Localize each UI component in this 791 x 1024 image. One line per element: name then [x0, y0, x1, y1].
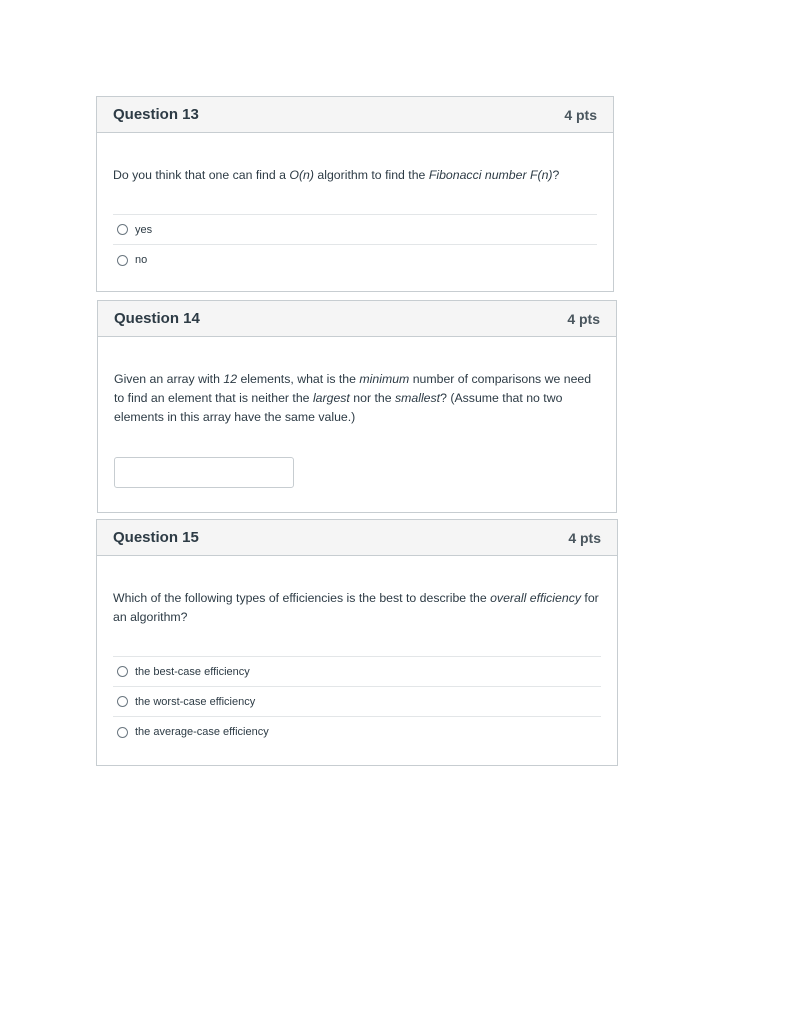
answer-list [113, 656, 601, 747]
question-title: Question 15 [113, 529, 199, 546]
answer-label[interactable]: yes [135, 223, 153, 236]
text-emphasis: 12 [223, 372, 238, 386]
radio-button[interactable] [117, 696, 128, 707]
text-emphasis: Fibonacci number F(n) [428, 168, 553, 182]
answer-option-no[interactable] [113, 245, 597, 275]
question-header [97, 520, 617, 556]
question-points: 4 pts [568, 529, 601, 546]
radio-button[interactable] [117, 224, 128, 235]
answer-option-worst-case[interactable] [113, 687, 601, 717]
question-title: Question 13 [113, 106, 199, 123]
answer-label[interactable]: no [135, 254, 148, 266]
answer-label[interactable]: the worst-case efficiency [135, 695, 256, 708]
radio-button[interactable] [117, 255, 128, 266]
text-emphasis: O(n) [289, 168, 314, 182]
question-header [98, 301, 616, 337]
radio-button[interactable] [117, 727, 128, 738]
answer-label[interactable]: the average-case efficiency [135, 726, 269, 738]
text-segment: elements, what is the [237, 372, 360, 386]
question-points: 4 pts [564, 106, 597, 123]
answer-label[interactable]: the best-case efficiency [135, 665, 250, 678]
question-15-card [96, 519, 618, 766]
question-body [98, 370, 616, 488]
text-segment: ? (Assume that no two elements in this array have the same value.) [114, 391, 563, 424]
text-segment: ? [552, 168, 560, 182]
question-points: 4 pts [567, 310, 600, 327]
text-segment: for an algorithm? [113, 591, 599, 624]
question-body [97, 589, 617, 747]
answer-option-best-case[interactable] [113, 657, 601, 687]
text-emphasis: overall efficiency [490, 591, 581, 605]
question-body [97, 166, 613, 275]
answer-list [113, 214, 597, 275]
question-text [113, 589, 601, 627]
question-text [114, 370, 600, 427]
text-segment: nor the [349, 391, 395, 405]
question-header [97, 97, 613, 133]
question-13-card [96, 96, 614, 292]
text-segment: algorithm to find the [313, 168, 429, 182]
text-segment: number of comparisons we need to find an element that is neither the [114, 372, 592, 405]
question-text [113, 166, 597, 185]
radio-button[interactable] [117, 666, 128, 677]
answer-option-yes[interactable] [113, 215, 597, 245]
text-segment: Given an array with [114, 372, 224, 386]
question-14-card [97, 300, 617, 513]
text-segment: Which of the following types of efficiencies is the best to describe the [113, 591, 491, 605]
text-emphasis: minimum [359, 372, 410, 386]
text-emphasis: smallest [394, 391, 441, 405]
answer-option-average-case[interactable] [113, 717, 601, 747]
numeric-answer-input[interactable] [114, 457, 294, 488]
text-emphasis: largest [312, 391, 350, 405]
question-title: Question 14 [114, 310, 200, 327]
text-segment: Do you think that one can find a [113, 168, 290, 182]
